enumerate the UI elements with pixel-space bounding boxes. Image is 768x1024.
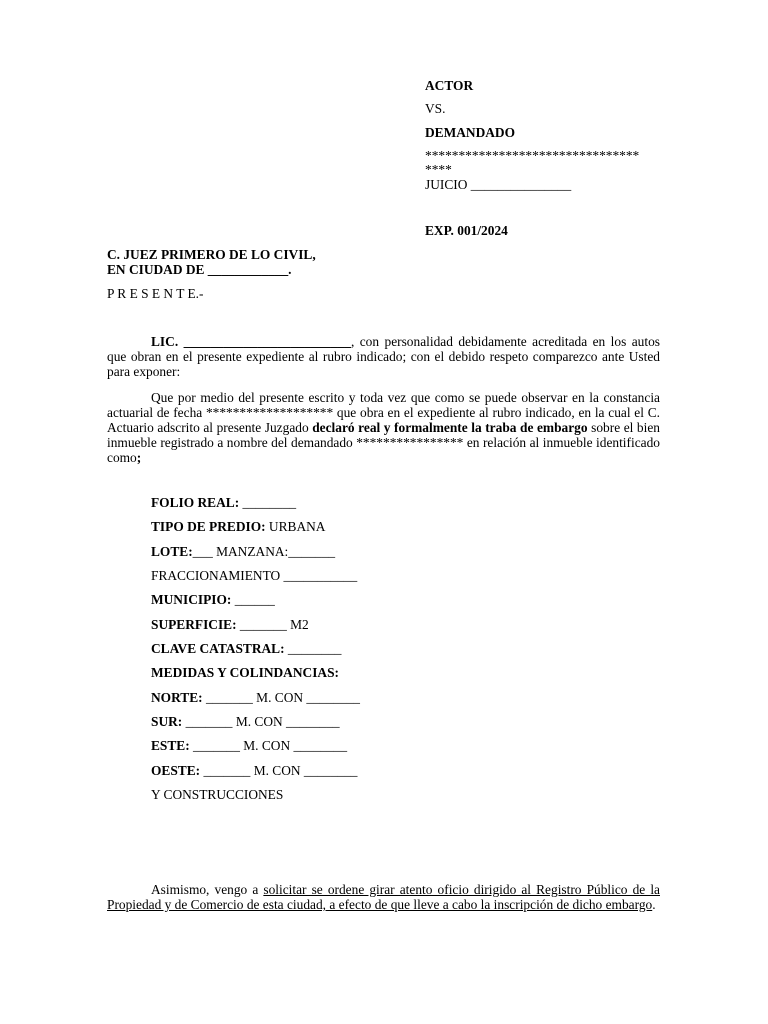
juicio-line: JUICIO _______________ [425,177,572,192]
norte-field [151,690,360,705]
este-field [151,738,347,753]
lote-value: ___ MANZANA:_______ [192,544,336,559]
tipo-predio-field [151,519,325,534]
embargo-end: ; [136,450,142,465]
medidas-heading: MEDIDAS Y COLINDANCIAS: [151,665,339,680]
lote-field [151,544,335,559]
tipo-predio-label: TIPO DE PREDIO: [151,519,266,534]
request-underlined-text: solicitar se ordene girar atento oficio dirigido al Registro Público de la Propiedad y de Comercio de esta ciudad, a efecto de que lleve a cabo la inscripción de dicho embargo [107,882,660,912]
superficie-field [151,617,309,632]
intro-paragraph [107,334,660,379]
asterisk-line-2: **** [425,162,452,177]
actor-label: ACTOR [425,78,474,93]
embargo-text-1: Que por medio del presente escrito y toda vez que como se puede observar en la constancia actuarial de fecha ******************* que obra en el expediente al rubro indicado, en la cual el C. Actuario adscrito al presente Juzgado [107,390,660,435]
lic-name-blank: LIC. _________________________ [151,334,351,349]
superficie-label: SUPERFICIE: [151,617,237,632]
construcciones-line: Y CONSTRUCCIONES [151,787,284,802]
presente-line: P R E S E N T E.- [107,286,204,301]
folio-real-value: ________ [239,495,297,510]
este-value: _______ M. CON ________ [189,738,348,753]
municipio-value: ______ [231,592,275,607]
request-paragraph [107,882,660,912]
norte-label: NORTE: [151,690,203,705]
request-end: . [652,897,656,912]
clave-catastral-field [151,641,341,656]
judge-line: C. JUEZ PRIMERO DE LO CIVIL, [107,247,316,262]
sur-field [151,714,340,729]
request-text-1: Asimismo, vengo a [151,882,264,897]
sur-label: SUR: [151,714,183,729]
fraccionamiento-field: FRACCIONAMIENTO ___________ [151,568,358,583]
tipo-predio-value: URBANA [265,519,326,534]
norte-value: _______ M. CON ________ [202,690,360,705]
embargo-text-2: sobre el bien inmueble registrado a nombre del demandado **************** en relación al inmueble identificado como [107,420,660,465]
superficie-value: _______ M2 [236,617,309,632]
folio-real-label: FOLIO REAL: [151,495,240,510]
expediente-number: EXP. 001/2024 [425,223,508,238]
embargo-bold-text: declaró real y formalmente la traba de embargo [312,420,588,435]
embargo-paragraph [107,390,660,465]
oeste-value: _______ M. CON ________ [200,763,358,778]
clave-catastral-label: CLAVE CATASTRAL: [151,641,285,656]
este-label: ESTE: [151,738,190,753]
folio-real-field [151,495,296,510]
municipio-label: MUNICIPIO: [151,592,232,607]
asterisk-line-1: ******************************** [425,148,640,163]
vs-label: VS. [425,101,446,116]
clave-catastral-value: ________ [284,641,342,656]
city-line: EN CIUDAD DE ____________. [107,262,292,277]
municipio-field [151,592,275,607]
lote-label: LOTE: [151,544,193,559]
oeste-field [151,763,357,778]
demandado-label: DEMANDADO [425,125,516,140]
oeste-label: OESTE: [151,763,201,778]
sur-value: _______ M. CON ________ [182,714,340,729]
intro-paragraph-text: , con personalidad debidamente acreditada en los autos que obran en el presente expediente al rubro indicado; con el debido respeto comparezco ante Usted para exponer: [107,334,660,379]
